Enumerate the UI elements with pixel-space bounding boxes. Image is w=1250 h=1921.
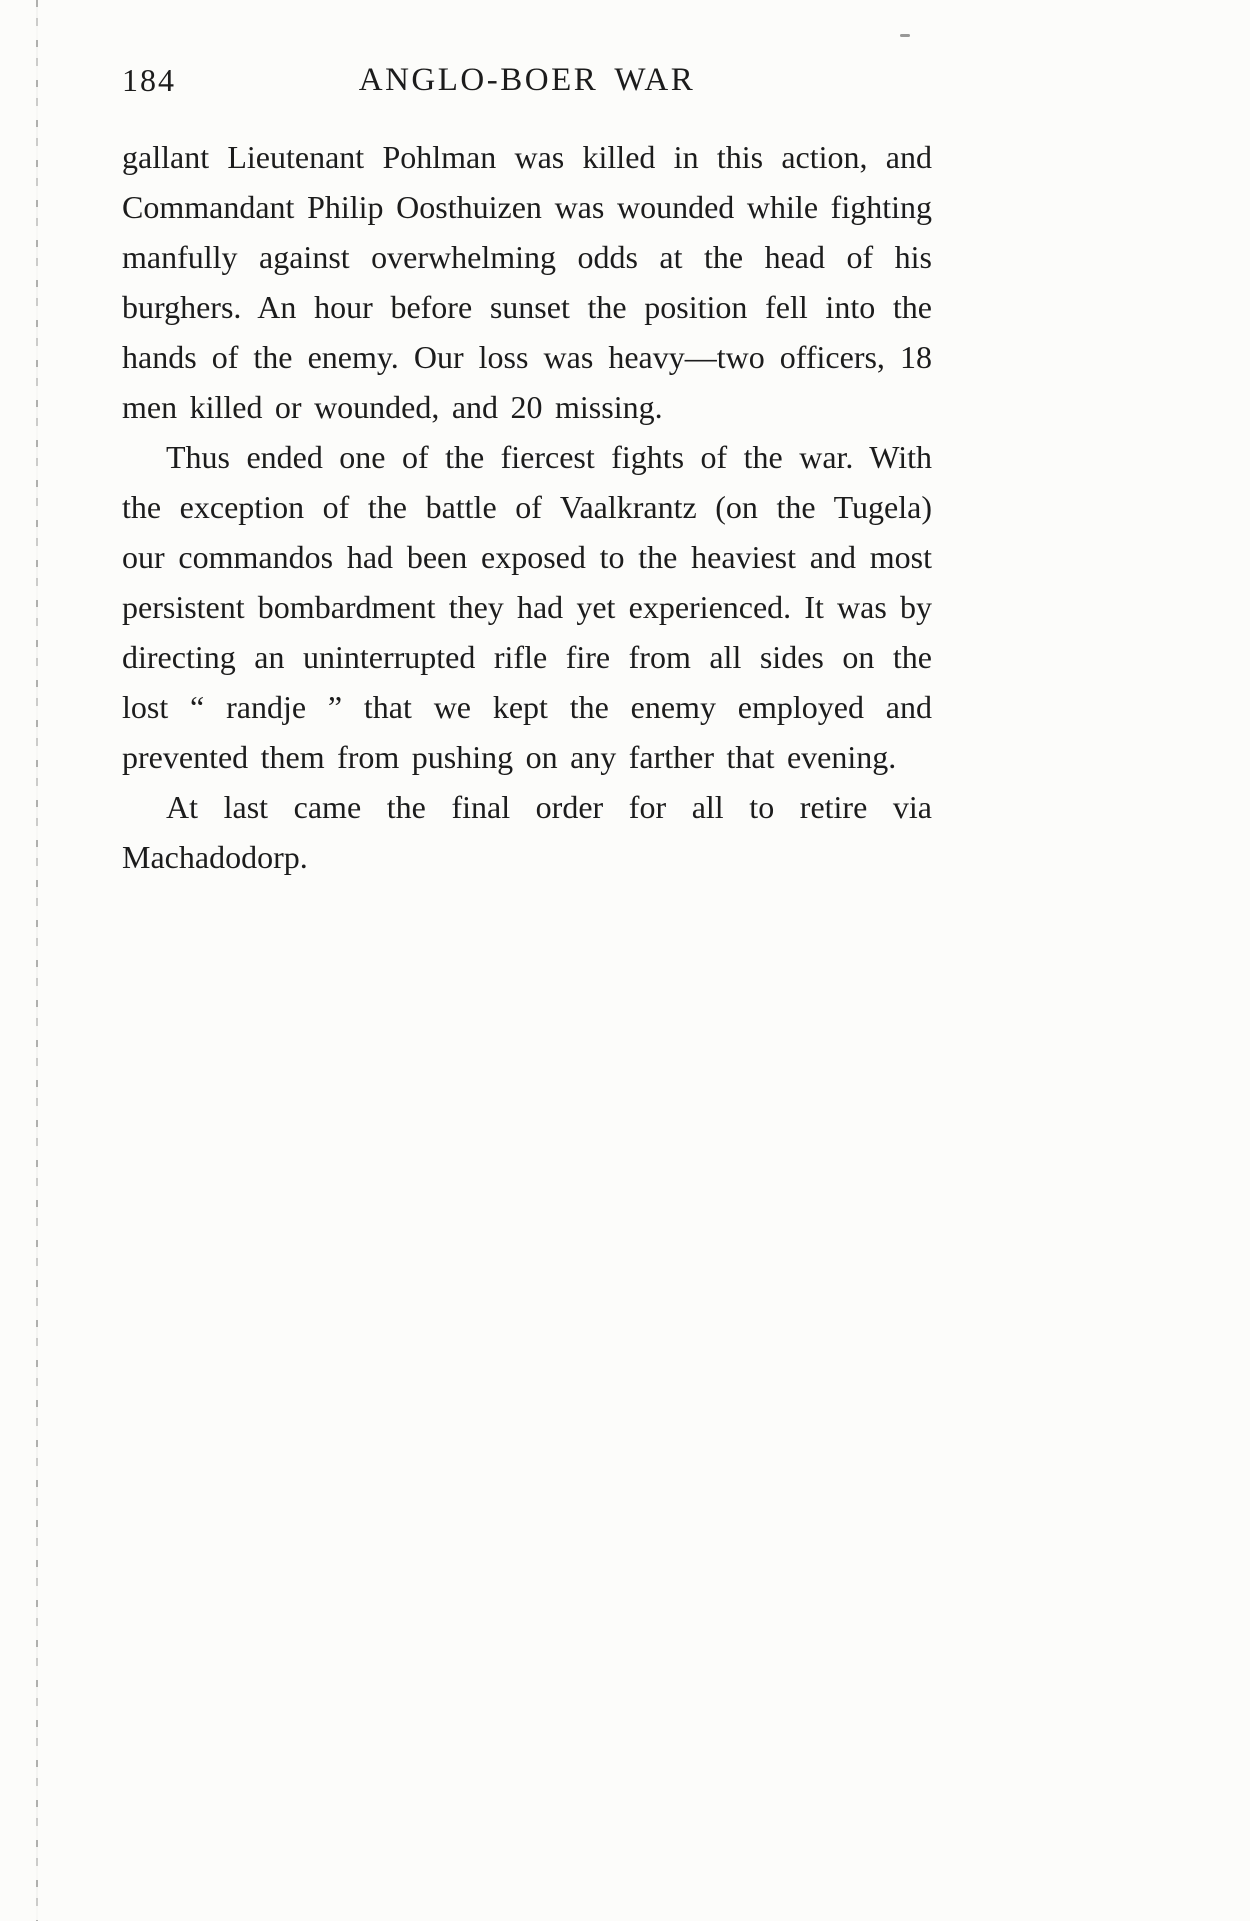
paragraph-2: Thus ended one of the fiercest fights of the war. With the exception of the battle of Vaalkrantz (on the Tugela) our commandos had been exposed to the heaviest and most persistent bombardment they had yet experienced. It was by directing an uninterrupted rifle fire from all sides on the lost “ randje ” that we kept the enemy employed and prevented them from pushing on any farther that evening. [122,439,932,775]
page-content [122,62,932,882]
scan-speck [900,34,910,37]
page-number: 184 [122,62,176,98]
paragraph-3: At last came the final order for all to retire via Machadodorp. [122,789,932,875]
paragraph-1: gallant Lieutenant Pohlman was killed in this action, and Commandant Philip Oosthuizen was wounded while fighting manfully against overwhelming odds at the head of his burghers. An hour before sunset the position fell into the hands of the enemy. Our loss was heavy—two officers, 18 men killed or wounded, and 20 missing. [122,139,932,425]
page-header [122,62,932,110]
running-title: ANGLO-BOER WAR [358,62,696,98]
scan-edge-artifact [36,0,38,1921]
